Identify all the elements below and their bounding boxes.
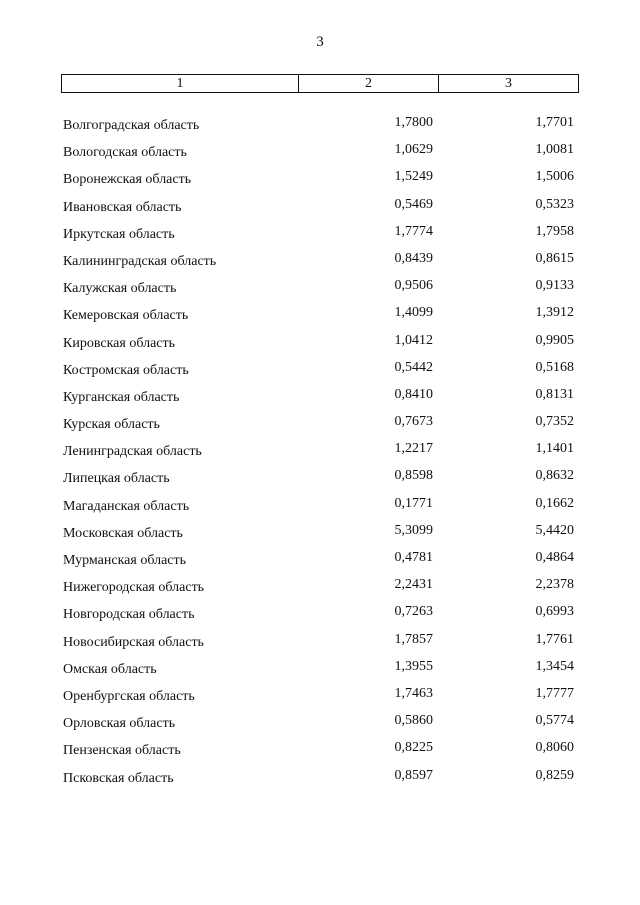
column-2-value: 0,9506 xyxy=(394,278,433,294)
column-2-value: 0,5442 xyxy=(394,359,433,375)
column-2-value: 1,7857 xyxy=(394,631,433,647)
column-3-value: 0,8259 xyxy=(535,767,574,783)
table-row xyxy=(0,465,640,492)
column-2-value: 0,8225 xyxy=(394,740,433,756)
column-2-value: 1,2217 xyxy=(394,441,433,457)
region-name: Новосибирская область xyxy=(63,634,204,650)
table-row xyxy=(0,411,640,438)
column-3-value: 5,4420 xyxy=(535,522,574,538)
table-body xyxy=(0,112,640,792)
column-3-value: 0,8632 xyxy=(535,468,574,484)
column-3-value: 0,8615 xyxy=(535,250,574,266)
column-2-value: 2,2431 xyxy=(394,577,433,593)
column-3-value: 1,7958 xyxy=(535,223,574,239)
region-name: Оренбургская область xyxy=(63,688,195,704)
region-name: Воронежская область xyxy=(63,172,192,188)
table-row xyxy=(0,520,640,547)
column-2-value: 5,3099 xyxy=(394,522,433,538)
table-row xyxy=(0,574,640,601)
region-name: Калужская область xyxy=(63,281,177,297)
column-2-value: 0,5469 xyxy=(394,196,433,212)
column-3-value: 1,7701 xyxy=(535,115,574,130)
column-2-value: 1,5249 xyxy=(394,169,433,185)
column-3-value: 0,6993 xyxy=(535,604,574,620)
column-2-value: 0,8410 xyxy=(394,386,433,402)
column-3-value: 0,1662 xyxy=(535,495,574,511)
table-row xyxy=(0,221,640,248)
table-row xyxy=(0,629,640,656)
table-row xyxy=(0,275,640,302)
column-2-value: 0,8439 xyxy=(394,250,433,266)
column-3-value: 0,9905 xyxy=(535,332,574,348)
table-row xyxy=(0,194,640,221)
table-row xyxy=(0,683,640,710)
table-row xyxy=(0,330,640,357)
region-name: Кемеровская область xyxy=(63,308,189,324)
column-3-value: 1,7777 xyxy=(535,685,574,701)
column-3-value: 0,7352 xyxy=(535,414,574,430)
table-row xyxy=(0,357,640,384)
column-2-value: 1,3955 xyxy=(394,658,433,674)
column-2-value: 1,0412 xyxy=(394,332,433,348)
column-2-value: 1,7774 xyxy=(394,223,433,239)
column-3-value: 1,5006 xyxy=(535,169,574,185)
column-2-value: 0,1771 xyxy=(394,495,433,511)
column-3-value: 1,1401 xyxy=(535,441,574,457)
column-2-value: 0,7263 xyxy=(394,604,433,620)
region-name: Калининградская область xyxy=(63,253,217,269)
table-row xyxy=(0,112,640,139)
column-header-row xyxy=(61,74,579,93)
column-2-value: 1,7463 xyxy=(394,685,433,701)
region-name: Новгородская область xyxy=(63,607,195,623)
column-3-value: 1,3454 xyxy=(535,658,574,674)
region-name: Иркутская область xyxy=(63,226,175,242)
column-2-value: 0,8598 xyxy=(394,468,433,484)
column-2-value: 0,8597 xyxy=(394,767,433,783)
table-row xyxy=(0,601,640,628)
column-3-value: 2,2378 xyxy=(535,577,574,593)
column-2-value: 0,5860 xyxy=(394,713,433,729)
column-3-value: 1,7761 xyxy=(535,631,574,647)
column-3-value: 0,5774 xyxy=(535,713,574,729)
table-row xyxy=(0,737,640,764)
table-row xyxy=(0,384,640,411)
table-row xyxy=(0,493,640,520)
column-2-value: 1,7800 xyxy=(394,115,433,130)
column-3-value: 0,8131 xyxy=(535,386,574,402)
region-name: Кировская область xyxy=(63,335,176,351)
region-name: Нижегородская область xyxy=(63,580,205,596)
region-name: Ленинградская область xyxy=(63,444,202,460)
region-name: Псковская область xyxy=(63,770,174,786)
region-name: Курганская область xyxy=(63,389,180,405)
table-row xyxy=(0,547,640,574)
region-name: Пензенская область xyxy=(63,743,181,759)
table-row xyxy=(0,656,640,683)
table-row xyxy=(0,302,640,329)
column-3-value: 0,4864 xyxy=(535,550,574,565)
column-2-value: 1,4099 xyxy=(394,305,433,321)
column-3-value: 1,3912 xyxy=(535,305,574,321)
table-row xyxy=(0,765,640,792)
column-header-1: 1 xyxy=(62,75,299,92)
column-header-3: 3 xyxy=(505,76,512,91)
table-row xyxy=(0,139,640,166)
region-name: Волгоградская область xyxy=(63,118,200,133)
column-3-value: 0,5323 xyxy=(535,196,574,212)
column-2-value: 0,4781 xyxy=(394,550,433,565)
table-row xyxy=(0,248,640,275)
region-name: Вологодская область xyxy=(63,145,187,161)
column-3-value: 1,0081 xyxy=(535,142,574,158)
table-row xyxy=(0,166,640,193)
column-3-value: 0,5168 xyxy=(535,359,574,375)
region-name: Орловская область xyxy=(63,716,176,732)
column-header-2: 2 xyxy=(299,75,439,92)
region-name: Липецкая область xyxy=(63,471,170,487)
region-name: Курская область xyxy=(63,417,160,433)
table-row xyxy=(0,710,640,737)
region-name: Костромская область xyxy=(63,362,189,378)
column-2-value: 1,0629 xyxy=(394,142,433,158)
column-2-value: 0,7673 xyxy=(394,414,433,430)
table-row xyxy=(0,438,640,465)
column-3-value: 0,8060 xyxy=(535,740,574,756)
region-name: Омская область xyxy=(63,661,157,677)
region-name: Московская область xyxy=(63,525,183,541)
region-name: Магаданская область xyxy=(63,498,190,514)
page-number: 3 xyxy=(316,34,324,50)
region-name: Ивановская область xyxy=(63,199,182,215)
column-3-value: 0,9133 xyxy=(535,278,574,294)
region-name: Мурманская область xyxy=(63,553,187,568)
